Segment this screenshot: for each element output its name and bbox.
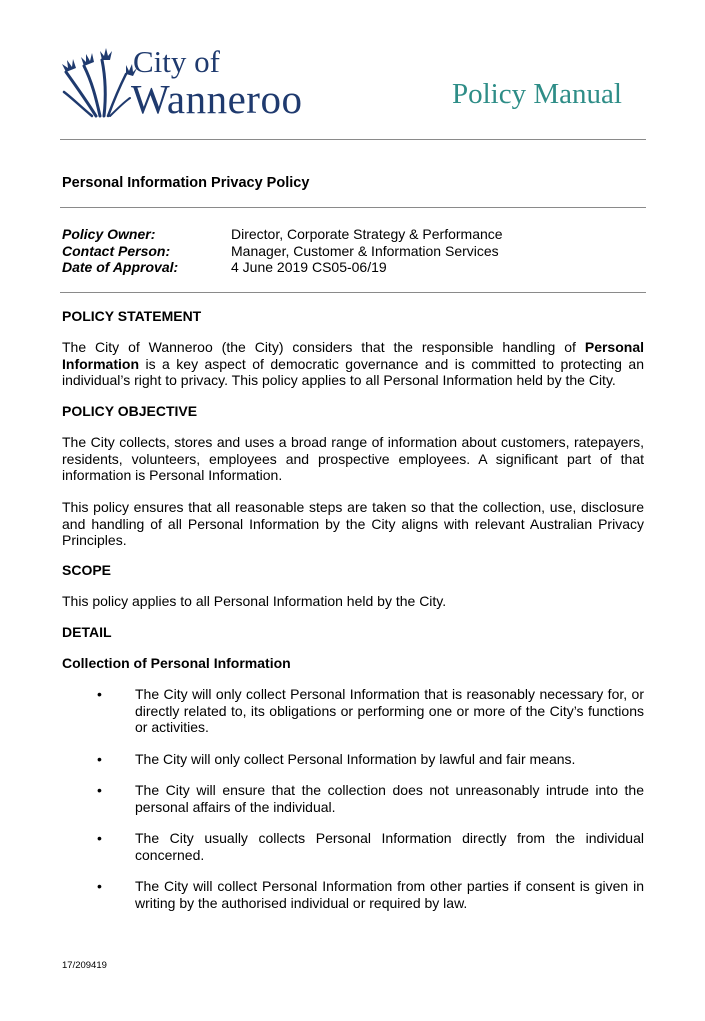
bullet-icon: • bbox=[97, 686, 102, 702]
list-item bbox=[62, 782, 644, 815]
list-item bbox=[62, 830, 644, 863]
collection-subheading: Collection of Personal Information bbox=[62, 655, 291, 671]
meta-row-approval bbox=[62, 259, 503, 276]
list-item-text: The City usually collects Personal Information directly from the individual concerned. bbox=[135, 830, 644, 863]
statement-text-b: is a key aspect of democratic governance and is committed to protecting an individual’s right to privacy. This policy applies to all Personal Information held by the City. bbox=[62, 355, 644, 388]
scope-paragraph: This policy applies to all Personal Information held by the City. bbox=[62, 593, 447, 609]
title-divider bbox=[60, 207, 646, 208]
list-item-text: The City will only collect Personal Information that is reasonably necessary for, or directly related to, its obligations or performing one or more of the City’s functions or activities. bbox=[135, 686, 644, 735]
bullet-icon: • bbox=[97, 751, 102, 767]
meta-label: Date of Approval: bbox=[62, 259, 179, 275]
document-number: 17/209419 bbox=[62, 960, 107, 971]
policy-metadata bbox=[62, 226, 503, 276]
meta-label: Policy Owner: bbox=[62, 226, 156, 242]
meta-label: Contact Person: bbox=[62, 242, 171, 259]
policy-statement-paragraph bbox=[62, 339, 644, 389]
bullet-icon: • bbox=[97, 782, 102, 798]
meta-value: 4 June 2019 CS05-06/19 bbox=[231, 259, 387, 275]
objective-paragraph-1: The City collects, stores and uses a broad range of information about customers, ratepayers, residents, volunteers, employees and prospective employees. A significant part of that information is Personal Information. bbox=[62, 434, 644, 483]
objective-paragraph-2: This policy ensures that all reasonable steps are taken so that the collection, use, disclosure and handling of all Personal Information by the City aligns with relevant Australian Privacy Principles. bbox=[62, 499, 644, 548]
list-item bbox=[62, 686, 644, 736]
meta-row-contact bbox=[62, 243, 503, 260]
document-title: Personal Information Privacy Policy bbox=[62, 175, 310, 191]
bullet-icon: • bbox=[97, 878, 102, 894]
logo-city-text: City of bbox=[133, 44, 220, 79]
policy-manual-title: Policy Manual bbox=[452, 78, 622, 110]
policy-statement-heading: POLICY STATEMENT bbox=[62, 308, 202, 324]
list-item-text: The City will collect Personal Information from other parties if consent is given in writing by the authorised individual or required by law. bbox=[135, 878, 644, 911]
logo-wanneroo-text: Wanneroo bbox=[131, 76, 303, 122]
bullet-icon: • bbox=[97, 830, 102, 846]
scope-heading: SCOPE bbox=[62, 562, 112, 578]
list-item bbox=[62, 751, 644, 768]
statement-text-a: The City of Wanneroo (the City) considers that the responsible handling of bbox=[62, 339, 585, 355]
list-item-text: The City will only collect Personal Information by lawful and fair means. bbox=[135, 751, 576, 767]
header-divider bbox=[60, 139, 646, 140]
statement-text-bold: Personal Information bbox=[62, 339, 644, 372]
list-item bbox=[62, 878, 644, 911]
meta-value: Director, Corporate Strategy & Performance bbox=[231, 226, 503, 242]
meta-divider bbox=[60, 292, 646, 293]
detail-heading: DETAIL bbox=[62, 624, 112, 640]
meta-row-owner bbox=[62, 226, 503, 243]
policy-objective-heading: POLICY OBJECTIVE bbox=[62, 403, 198, 419]
list-item-text: The City will ensure that the collection does not unreasonably intrude into the personal affairs of the individual. bbox=[135, 782, 644, 815]
meta-value: Manager, Customer & Information Services bbox=[231, 242, 499, 259]
